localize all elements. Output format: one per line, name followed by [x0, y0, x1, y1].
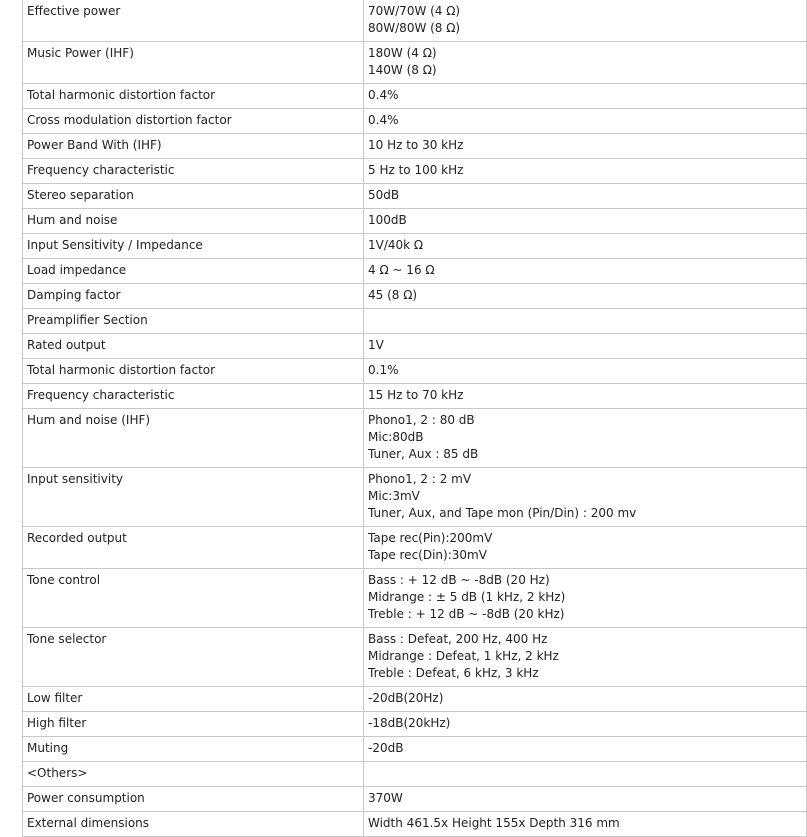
spec-value: [364, 569, 807, 628]
spec-label: Input sensitivity: [23, 468, 364, 527]
spec-label: Frequency characteristic: [23, 384, 364, 409]
spec-table: [22, 0, 807, 837]
spec-value-line: Tape rec(Din):30mV: [368, 548, 487, 562]
section-row: [23, 309, 807, 334]
spec-row: [23, 712, 807, 737]
spec-label: Recorded output: [23, 527, 364, 569]
spec-value-line: 80W/80W (8 Ω): [368, 21, 461, 35]
spec-row: [23, 84, 807, 109]
spec-row: [23, 284, 807, 309]
spec-label: Load impedance: [23, 259, 364, 284]
spec-value-line: Phono1, 2 : 2 mV: [368, 472, 472, 486]
spec-value: [364, 787, 807, 812]
spec-value: [364, 184, 807, 209]
section-label: <Others>: [23, 762, 364, 787]
spec-value: [364, 109, 807, 134]
spec-table-body: [23, 0, 807, 837]
spec-row: [23, 409, 807, 468]
spec-value-line: 140W (8 Ω): [368, 63, 437, 77]
spec-row: [23, 234, 807, 259]
spec-value: [364, 0, 807, 42]
spec-value-line: Bass : + 12 dB ~ -8dB (20 Hz): [368, 573, 550, 587]
spec-value-line: 15 Hz to 70 kHz: [368, 388, 464, 402]
spec-value-line: 50dB: [368, 188, 400, 202]
spec-label: Hum and noise: [23, 209, 364, 234]
spec-value-line: Tuner, Aux : 85 dB: [368, 447, 479, 461]
spec-row: [23, 209, 807, 234]
spec-label: Damping factor: [23, 284, 364, 309]
spec-value-line: 100dB: [368, 213, 407, 227]
spec-value-line: Mic:80dB: [368, 430, 424, 444]
spec-value: [364, 209, 807, 234]
spec-value-line: 45 (8 Ω): [368, 288, 418, 302]
spec-label: Power Band With (IHF): [23, 134, 364, 159]
spec-value: [364, 687, 807, 712]
spec-value: [364, 527, 807, 569]
spec-value-line: Width 461.5x Height 155x Depth 316 mm: [368, 816, 620, 830]
spec-value-line: -20dB(20Hz): [368, 691, 444, 705]
spec-value: [364, 159, 807, 184]
spec-value-line: 4 Ω ~ 16 Ω: [368, 263, 435, 277]
spec-value: [364, 134, 807, 159]
spec-label: Frequency characteristic: [23, 159, 364, 184]
spec-value-line: 180W (4 Ω): [368, 46, 437, 60]
spec-value-line: Midrange : Defeat, 1 kHz, 2 kHz: [368, 649, 559, 663]
spec-value-line: 0.4%: [368, 88, 399, 102]
spec-value-line: Midrange : ± 5 dB (1 kHz, 2 kHz): [368, 590, 566, 604]
spec-row: [23, 334, 807, 359]
spec-label: Power consumption: [23, 787, 364, 812]
spec-value: [364, 468, 807, 527]
spec-value-line: Treble : Defeat, 6 kHz, 3 kHz: [368, 666, 539, 680]
spec-label: Input Sensitivity / Impedance: [23, 234, 364, 259]
section-value-empty: [364, 762, 807, 787]
spec-label: Hum and noise (IHF): [23, 409, 364, 468]
spec-value-line: Tuner, Aux, and Tape mon (Pin/Din) : 200 mv: [368, 506, 637, 520]
spec-row: [23, 359, 807, 384]
section-label: Preamplifier Section: [23, 309, 364, 334]
spec-value: [364, 334, 807, 359]
spec-value: [364, 384, 807, 409]
spec-value: [364, 259, 807, 284]
spec-value-line: -20dB: [368, 741, 404, 755]
spec-value-line: -18dB(20kHz): [368, 716, 451, 730]
spec-value: [364, 737, 807, 762]
spec-label: Tone control: [23, 569, 364, 628]
spec-value: [364, 84, 807, 109]
spec-value: [364, 628, 807, 687]
spec-value-line: 1V: [368, 338, 384, 352]
spec-value: [364, 284, 807, 309]
spec-value-line: 5 Hz to 100 kHz: [368, 163, 464, 177]
spec-row: [23, 184, 807, 209]
spec-label: Stereo separation: [23, 184, 364, 209]
spec-value-line: Bass : Defeat, 200 Hz, 400 Hz: [368, 632, 548, 646]
spec-value: [364, 812, 807, 837]
spec-value-line: Phono1, 2 : 80 dB: [368, 413, 475, 427]
spec-label: Effective power: [23, 0, 364, 42]
spec-value-line: Treble : + 12 dB ~ -8dB (20 kHz): [368, 607, 565, 621]
spec-row: [23, 159, 807, 184]
section-value-empty: [364, 309, 807, 334]
spec-label: Music Power (IHF): [23, 42, 364, 84]
spec-row: [23, 628, 807, 687]
spec-value-line: Tape rec(Pin):200mV: [368, 531, 493, 545]
spec-row: [23, 468, 807, 527]
spec-label: Tone selector: [23, 628, 364, 687]
spec-value-line: 370W: [368, 791, 403, 805]
spec-label: Low filter: [23, 687, 364, 712]
spec-row: [23, 787, 807, 812]
spec-value-line: 0.4%: [368, 113, 399, 127]
spec-value-line: 0.1%: [368, 363, 399, 377]
spec-row: [23, 737, 807, 762]
spec-value-line: 70W/70W (4 Ω): [368, 4, 461, 18]
section-row: [23, 762, 807, 787]
spec-row: [23, 569, 807, 628]
spec-value: [364, 234, 807, 259]
spec-label: Total harmonic distortion factor: [23, 359, 364, 384]
spec-row: [23, 384, 807, 409]
spec-value-line: Mic:3mV: [368, 489, 420, 503]
spec-value: [364, 42, 807, 84]
spec-label: High filter: [23, 712, 364, 737]
spec-row: [23, 259, 807, 284]
spec-row: [23, 0, 807, 42]
spec-row: [23, 42, 807, 84]
spec-value: [364, 712, 807, 737]
spec-row: [23, 134, 807, 159]
spec-value-line: 10 Hz to 30 kHz: [368, 138, 464, 152]
spec-row: [23, 812, 807, 837]
spec-label: External dimensions: [23, 812, 364, 837]
spec-value-line: 1V/40k Ω: [368, 238, 424, 252]
spec-row: [23, 109, 807, 134]
spec-label: Rated output: [23, 334, 364, 359]
spec-row: [23, 527, 807, 569]
spec-label: Total harmonic distortion factor: [23, 84, 364, 109]
spec-value: [364, 409, 807, 468]
spec-label: Cross modulation distortion factor: [23, 109, 364, 134]
spec-label: Muting: [23, 737, 364, 762]
spec-row: [23, 687, 807, 712]
spec-value: [364, 359, 807, 384]
